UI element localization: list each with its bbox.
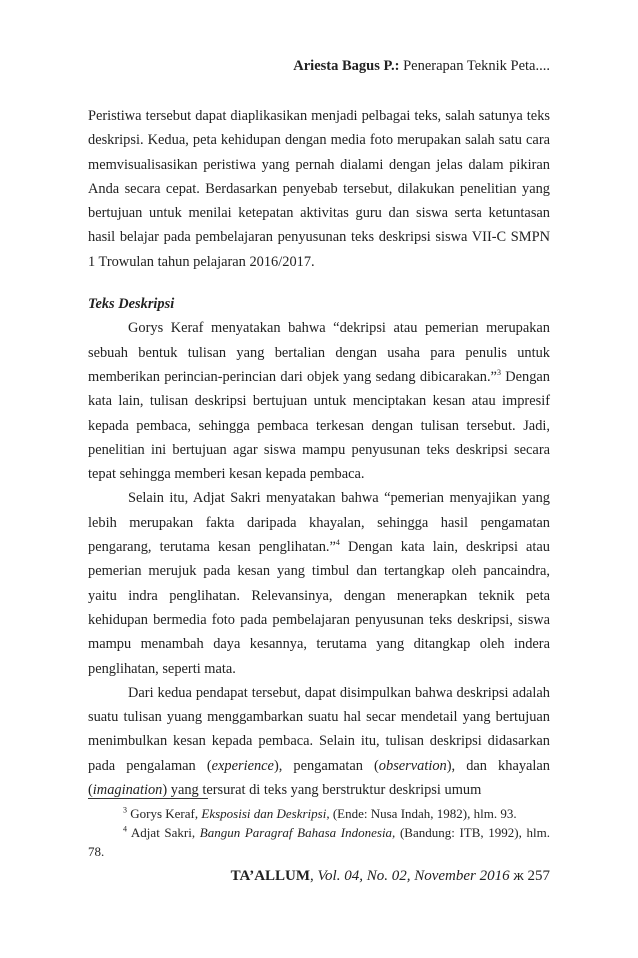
term-experience: experience	[211, 757, 274, 774]
running-footer: TA’ALLUM, Vol. 04, No. 02, November 2016 ж 257	[230, 868, 550, 884]
footnote-4: $^4$ Adjat Sakri, Bangun Paragraf Bahasa Indonesia, (Bandung: ITB, 1992), hlm. 78.	[88, 824, 550, 859]
footnote-ref-3: 3	[496, 368, 501, 378]
footnote-ref-4: 4	[335, 538, 340, 548]
footnotes	[88, 804, 550, 861]
paragraph-1: Peristiwa tersebut dapat diaplikasikan menjadi pelbagai teks, salah satunya teks deskripsi. Kedua, peta kehidupan dengan media foto merupakan salah satu cara memvisualisasikan peristiwa yang pernah dialami dengan jelas dalam pikiran Anda secara cepat. Berdasarkan penyebab tersebut, dilakukan penelitian yang bertujuan untuk menilai ketepatan aktivitas guru dan siswa serta ketuntasan hasil belajar pada pembelajaran penyusunan teks deskripsi siswa VII-C SMPN 1 Trowulan tahun pelajaran 2016/2017.	[88, 108, 550, 270]
footer-glyph: ж	[509, 868, 528, 884]
term-imagination: imagination	[92, 782, 163, 799]
term-observation: observation	[378, 757, 447, 774]
paragraph-3: Selain itu, Adjat Sakri menyatakan bahwa “pemerian menyajikan yang lebih merupakan fakta daripada khayalan, sehingga hasil pengamatan pengarang, terutama kesan penglihatan.”$^4$ Dengan kata lain, deskripsi atau pemerian merujuk pada kesan yang timbul dan tertangkap oleh pancaindra, yaitu indra penglihatan. Relevansinya, dengan menerapkan teknik peta kehidupan bermedia foto pada pembelajaran penyusunan teks deskripsi, siswa mampu menambah daya kesannya, terutama yang ditangkap oleh indera penglihatan, seperti mata.	[88, 490, 550, 677]
running-header	[88, 58, 550, 75]
journal-name: TA’ALLUM	[230, 868, 311, 884]
paragraph-2: Gorys Keraf menyatakan bahwa “dekripsi atau pemerian merupakan sebuah bentuk tulisan yang bertalian dengan usaha para penulis untuk memberikan perincian-perincian dari objek yang sedang dibicarakan.”$^3$ Dengan kata lain, tulisan deskripsi bertujuan untuk menciptakan kesan atau impresif kepada pembaca, sehingga pembaca terkesan dengan tulisan tersebut. Jadi, penelitian ini bertujuan agar siswa mampu penyusunan teks deskripsi secara tepat sehingga memberi kesan kepada pembaca.	[88, 320, 550, 483]
journal-volume: Vol. 04, No. 02, November 2016	[317, 868, 510, 884]
page-number: 257	[527, 868, 550, 884]
section-heading: Teks Deskripsi	[88, 296, 175, 313]
footnote-divider	[88, 798, 208, 799]
header-title: Penerapan Teknik Peta....	[399, 58, 550, 74]
paragraph-4: Dari kedua pendapat tersebut, dapat disimpulkan bahwa deskripsi adalah suatu tulisan yuang menggambarkan suatu hal secar mendetail yang bertujuan menimbulkan kesan kepada pembaca. Selain itu, tulisan deskripsi didasarkan pada pengalaman (experience), pengamatan (observation), dan khayalan (imagination) yang tersurat di teks yang berstruktur deskripsi umum	[88, 684, 550, 799]
header-author: Ariesta Bagus P.:	[293, 58, 400, 74]
body-text	[88, 104, 550, 802]
footnote-3: $^3$ Gorys Keraf, Eksposisi dan Deskripsi, (Ende: Nusa Indah, 1982), hlm. 93.	[123, 805, 517, 821]
